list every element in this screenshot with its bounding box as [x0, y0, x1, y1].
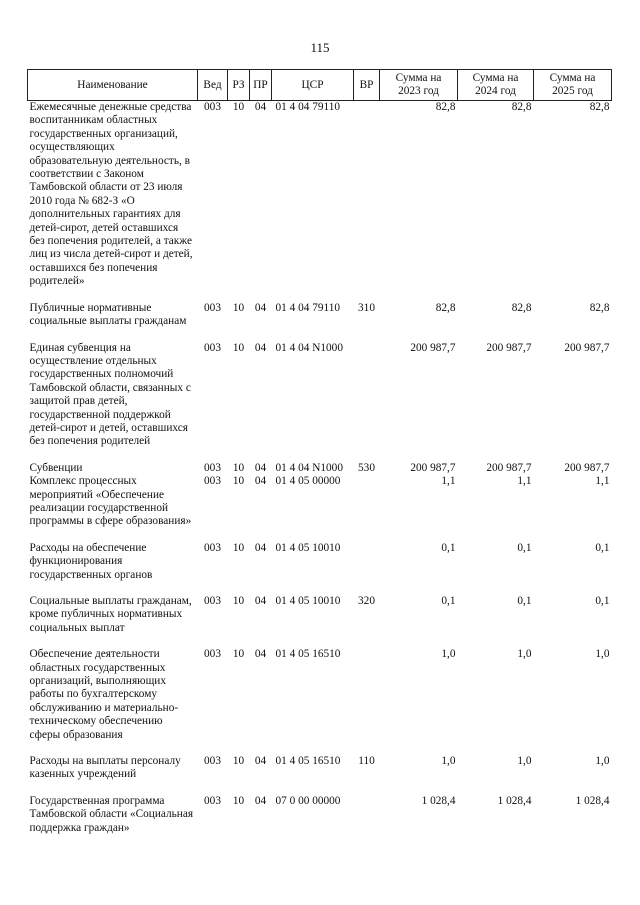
row-pr: 04 — [254, 461, 267, 474]
row-sum-2025: 1,1 — [595, 475, 610, 488]
row-sum-2023: 0,1 — [441, 541, 456, 554]
row-name: Публичные нормативные социальные выплаты гражданам — [29, 301, 187, 328]
row-sum-2024: 0,1 — [517, 595, 532, 607]
header-sum-2025-line1: Сумма на — [549, 72, 596, 84]
row-ved: 003 — [204, 341, 221, 354]
row-rz: 10 — [232, 755, 245, 768]
row-sum-2025: 200 987,7 — [564, 341, 610, 354]
row-csr: 01 4 04 N1000 — [275, 461, 343, 474]
header-csr: ЦСР — [272, 70, 354, 101]
row-sum-2024: 200 987,7 — [486, 341, 532, 354]
header-vr: ВР — [354, 70, 380, 101]
table-row — [28, 101, 612, 302]
row-sum-2023: 82,8 — [435, 301, 456, 314]
row-sum-2023: 1 028,4 — [421, 794, 456, 807]
table-row — [28, 475, 612, 542]
row-sum-2024: 1 028,4 — [497, 794, 532, 807]
row-csr: 01 4 05 10010 — [275, 595, 341, 607]
table-row — [28, 595, 612, 648]
row-vr — [354, 795, 380, 835]
table-header-row — [28, 70, 612, 101]
row-vr — [354, 648, 380, 755]
row-name: Комплекс процессных мероприятий «Обеспечение реализации государственной программы в сфере образования» — [29, 475, 192, 528]
row-sum-2023: 1,1 — [441, 475, 456, 488]
row-sum-2023: 82,8 — [435, 101, 456, 113]
row-csr: 01 4 05 16510 — [275, 755, 341, 768]
row-name: Субвенции — [29, 461, 83, 474]
row-pr: 04 — [254, 755, 267, 768]
row-csr: 07 0 00 00000 — [275, 794, 341, 807]
table-row — [28, 755, 612, 795]
row-name: Государственная программа Тамбовской области «Социальная поддержка граждан» — [29, 794, 194, 834]
row-vr — [354, 101, 380, 302]
table-row — [28, 795, 612, 835]
row-pr: 04 — [254, 475, 267, 488]
row-sum-2025: 1,0 — [595, 648, 610, 661]
table-row — [28, 302, 612, 342]
row-ved: 003 — [204, 794, 221, 807]
row-pr: 04 — [254, 541, 267, 554]
row-ved: 003 — [204, 101, 221, 113]
row-sum-2024: 82,8 — [511, 101, 532, 113]
row-sum-2025: 82,8 — [589, 301, 610, 314]
row-pr: 04 — [254, 341, 267, 354]
row-rz: 10 — [232, 648, 245, 661]
row-sum-2025: 200 987,7 — [564, 461, 610, 474]
row-sum-2025: 82,8 — [589, 101, 610, 113]
row-sum-2023: 200 987,7 — [410, 461, 456, 474]
row-ved: 003 — [204, 475, 221, 488]
row-csr: 01 4 04 79110 — [275, 301, 341, 314]
row-name: Единая субвенция на осуществление отдельных государственных полномочий Тамбовской области, связанных с защитой прав детей, государственной поддержкой детей-сирот и детей, оставшихся без попечения родителей — [29, 341, 191, 448]
row-name: Обеспечение деятельности областных государственных организаций, выполняющих работы по бухгалтерскому обслуживанию и материально-техническому обеспечению сферы образования — [29, 648, 179, 741]
row-rz: 10 — [232, 794, 245, 807]
row-ved: 003 — [204, 755, 221, 768]
row-sum-2023: 0,1 — [441, 595, 456, 607]
header-sum-2023 — [380, 70, 458, 101]
row-csr: 01 4 05 16510 — [275, 648, 341, 661]
header-sum-2023-line1: Сумма на — [395, 72, 442, 84]
table-row — [28, 342, 612, 462]
row-pr: 04 — [254, 648, 267, 661]
row-sum-2024: 82,8 — [511, 301, 532, 314]
row-sum-2023: 1,0 — [441, 648, 456, 661]
header-sum-2025-line2: 2025 год — [552, 85, 593, 97]
row-sum-2025: 0,1 — [595, 595, 610, 607]
row-csr: 01 4 04 N1000 — [275, 341, 343, 354]
row-rz: 10 — [232, 541, 245, 554]
header-sum-2023-line2: 2023 год — [398, 85, 439, 97]
header-sum-2024 — [458, 70, 534, 101]
row-ved: 003 — [204, 595, 221, 607]
header-sum-2024-line1: Сумма на — [472, 72, 519, 84]
row-pr: 04 — [254, 101, 267, 113]
row-ved: 003 — [204, 648, 221, 661]
row-vr: 530 — [358, 461, 375, 474]
row-pr: 04 — [254, 595, 267, 607]
row-csr: 01 4 05 00000 — [275, 475, 341, 488]
row-rz: 10 — [232, 461, 245, 474]
row-pr: 04 — [254, 301, 267, 314]
row-ved: 003 — [204, 541, 221, 554]
row-rz: 10 — [232, 101, 245, 113]
row-sum-2025: 1 028,4 — [575, 794, 610, 807]
row-name: Расходы на выплаты персоналу казенных учреждений — [29, 755, 181, 781]
row-vr — [354, 342, 380, 462]
row-rz: 10 — [232, 341, 245, 354]
page-number: 115 — [310, 40, 330, 55]
row-sum-2024: 200 987,7 — [486, 461, 532, 474]
row-sum-2025: 1,0 — [595, 755, 610, 768]
row-rz: 10 — [232, 595, 245, 607]
row-vr — [354, 542, 380, 595]
row-sum-2024: 1,0 — [517, 648, 532, 661]
table-row — [28, 648, 612, 755]
header-sum-2024-line2: 2024 год — [475, 85, 516, 97]
row-rz: 10 — [232, 301, 245, 314]
row-vr — [354, 475, 380, 542]
row-sum-2023: 1,0 — [441, 755, 456, 768]
table-row — [28, 542, 612, 595]
table-row — [28, 462, 612, 475]
header-pr: ПР — [250, 70, 272, 101]
row-sum-2024: 0,1 — [517, 541, 532, 554]
header-rz: РЗ — [228, 70, 250, 101]
row-sum-2023: 200 987,7 — [410, 341, 456, 354]
row-sum-2024: 1,1 — [517, 475, 532, 488]
row-csr: 01 4 05 10010 — [275, 541, 341, 554]
row-sum-2024: 1,0 — [517, 755, 532, 768]
row-vr: 110 — [358, 755, 375, 768]
row-sum-2025: 0,1 — [595, 541, 610, 554]
row-name: Ежемесячные денежные средства воспитанникам областных государственных организаций, осуществляющих образовательную деятельность, в соответствии с Законом Тамбовской области от 23 июля 2010 года № 682-З «О дополнительных гарантиях для детей-сирот, детей оставшихся без попечения родителей, а также лиц из числа детей-сирот и детей, оставшихся без попечения родителей» — [29, 101, 193, 288]
row-vr: 310 — [358, 301, 375, 314]
header-ved: Вед — [198, 70, 228, 101]
header-name: Наименование — [28, 70, 198, 101]
row-csr: 01 4 04 79110 — [275, 101, 341, 113]
row-name: Расходы на обеспечение функционирования государственных органов — [29, 541, 153, 581]
header-sum-2025 — [534, 70, 612, 101]
row-ved: 003 — [204, 301, 221, 314]
row-vr: 320 — [358, 595, 375, 607]
row-pr: 04 — [254, 794, 267, 807]
row-rz: 10 — [232, 475, 245, 488]
budget-table — [27, 69, 612, 835]
row-name: Социальные выплаты гражданам, кроме публичных нормативных социальных выплат — [29, 595, 192, 634]
row-ved: 003 — [204, 461, 221, 474]
